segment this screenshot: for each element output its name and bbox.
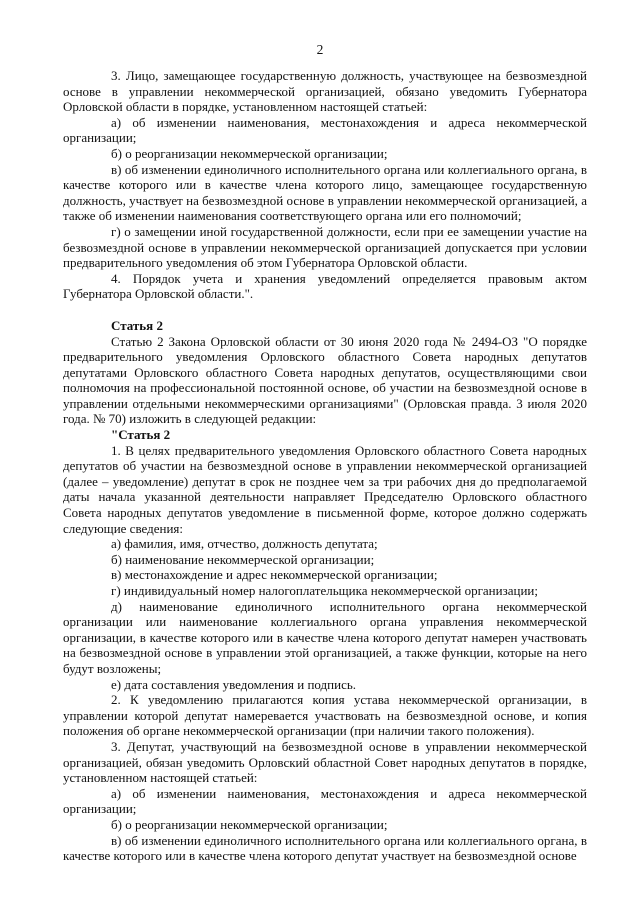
paragraph: а) фамилия, имя, отчество, должность депутата; (111, 536, 378, 552)
document-body (63, 68, 587, 864)
paragraph: 4. Порядок учета и хранения уведомлений определяется правовым актом Губернатора Орловской области.". (63, 270, 587, 302)
quoted-article-heading: "Статья 2 (111, 427, 171, 443)
paragraph: 3. Лицо, замещающее государственную должность, участвующее на безвозмездной основе в управлении некоммерческой организацией, обязано уведомить Губернатора Орловской области в порядке, установленном настоящей статьей: (63, 68, 587, 115)
paragraph: г) о замещении иной государственной должности, если при ее замещении участие на безвозмездной основе в управлении некоммерческой организацией допускается при условии предварительного уведомления об этом Губернатора Орловской области. (63, 223, 587, 271)
paragraph: а) об изменении наименования, местонахождения и адреса некоммерческой организации; (63, 114, 587, 146)
article-heading: Статья 2 (111, 317, 163, 333)
paragraph: а) об изменении наименования, местонахождения и адреса некоммерческой организации; (63, 785, 587, 817)
paragraph: 1. В целях предварительного уведомления Орловского областного Совета народных депутатов об участии на безвозмездной основе в управлении некоммерческой организацией (далее – уведомление) депутат в срок не позднее чем за три рабочих дня до предполагаемой даты начала указанной деятельности направляет Председателю Орловского областного Совета народных депутатов уведомление в письменной форме, которое должно содержать следующие сведения: (63, 442, 587, 536)
paragraph: д) наименование единоличного исполнительного органа некоммерческой организации или наименование коллегиального органа управления некоммерческой организации, в качестве которого или в качестве члена которого депутат намерен участвовать на безвозмездной основе в управлении этой организацией, а также функции, которые на него будут возложены; (63, 598, 587, 676)
paragraph: б) наименование некоммерческой организации; (111, 551, 375, 567)
paragraph: 3. Депутат, участвующий на безвозмездной основе в управлении некоммерческой организацией, обязан уведомить Орловский областной Совет народных депутатов в порядке, установленном настоящей статьей: (63, 738, 587, 786)
paragraph: 2. К уведомлению прилагаются копия устава некоммерческой организации, в управлении которой депутат намеревается участвовать на безвозмездной основе, и копия положения об органе некоммерческой организации (при наличии такого положения). (63, 692, 587, 739)
paragraph: в) об изменении единоличного исполнительного органа или коллегиального органа, в качестве которого или в качестве члена которого депутат участвует на безвозмездной основе (63, 832, 587, 864)
spacer (63, 302, 587, 318)
paragraph: г) индивидуальный номер налогоплательщика некоммерческой организации; (111, 583, 538, 598)
page-number: 2 (316, 42, 324, 57)
paragraph: в) местонахождение и адрес некоммерческой организации; (111, 567, 438, 583)
paragraph: б) о реорганизации некоммерческой организации; (111, 816, 388, 832)
paragraph: в) об изменении единоличного исполнительного органа или коллегиального органа, в качестве которого или в качестве члена которого лицо, замещающее государственную должность, участвует на безвозмездной основе в управлении некоммерческой организацией, а также об изменении наименования соответствующего органа или его полномочий; (63, 161, 587, 224)
paragraph: б) о реорганизации некоммерческой организации; (111, 145, 388, 161)
article-intro: Статью 2 Закона Орловской области от 30 июня 2020 года № 2494-ОЗ "О порядке предварительного уведомления Орловского областного Совета народных депутатов депутатами Орловского областного Совета народных депутатов, осуществляющими свои полномочия на профессиональной постоянной основе, об участии на безвозмездной основе в управлении отдельными некоммерческими организациями" (Орловская правда. 3 июля 2020 года. № 70) изложить в следующей редакции: (63, 333, 587, 427)
paragraph: е) дата составления уведомления и подпись. (111, 676, 357, 692)
